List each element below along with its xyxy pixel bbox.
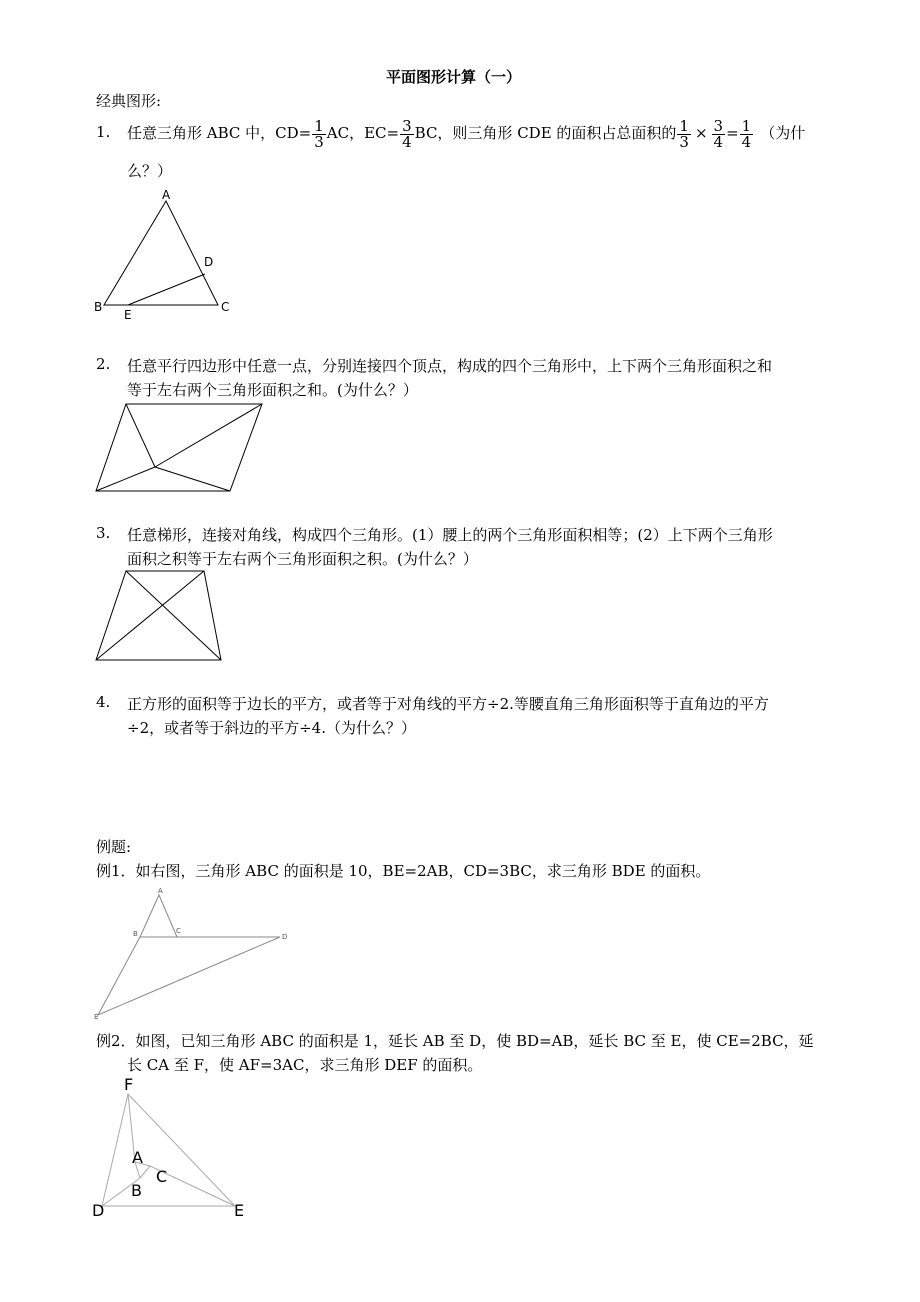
trapezoid [96,571,221,660]
vertex-label-a: A [132,1148,143,1167]
page-title: 平面图形计算（一） [386,68,522,86]
item-1-text-a: 任意三角形 ABC 中，CD= [127,124,312,142]
example-1-text: 例1．如右图，三角形 ABC 的面积是 10，BE=2AB，CD=3BC，求三角形 BDE 的面积。 [96,862,711,880]
item-3-line-2: 面积之积等于左右两个三角形面积之积。(为什么？） [127,550,478,568]
vertex-label-a: A [162,188,171,202]
item-2-line-2: 等于左右两个三角形面积之和。(为什么？） [127,381,418,399]
vertex-label-b: B [133,930,138,938]
diagonals [96,571,221,660]
vertex-label-f: F [124,1075,134,1094]
example-1-figure [92,885,302,1025]
example-2-figure [90,1072,260,1222]
parallelogram [96,404,262,491]
vertex-label-c: C [156,1167,168,1186]
example-2-line-1: 例2．如图，已知三角形 ABC 的面积是 1，延长 AB 至 D，使 BD=AB，延长 BC 至 E，使 CE=2BC，延 [96,1032,814,1050]
triangle-def [102,1094,235,1206]
item-1-text-e: 么？） [127,162,173,180]
vertex-label-e: E [124,308,132,322]
triangle-abc [140,895,177,937]
vertex-label-b: B [94,300,103,314]
fraction: $\frac{3}{4}$ [713,116,724,151]
times-sign: × [694,124,708,142]
item-number: 2. [96,355,111,373]
fraction: $\frac{1}{4}$ [741,116,752,151]
vertex-label-d: D [92,1201,105,1220]
equals-sign: = [726,124,739,142]
item-number: 3. [96,524,111,542]
example-2-line-2: 长 CA 至 F，使 AF=3AC，求三角形 DEF 的面积。 [127,1056,483,1074]
item-1-text-d: （为什 [760,124,806,142]
fraction: $\frac{1}{3}$ [314,116,324,151]
vertex-label-c: C [176,927,181,935]
section-heading-examples: 例题: [96,838,132,856]
triangle-abc [104,201,218,305]
triangle-bde [98,937,280,1015]
vertex-label-a: A [158,887,163,895]
vertex-label-e: E [234,1201,245,1220]
vertex-label-d: D [282,933,288,941]
item-3-line-1: 任意梯形，连接对角线，构成四个三角形。(1）腰上的两个三角形面积相等；(2）上下两个三角形 [127,526,773,544]
item-4-line-1: 正方形的面积等于边长的平方，或者等于对角线的平方÷2.等腰直角三角形面积等于直角边的平方 [127,695,769,713]
item-number: 1. [96,123,111,141]
trapezoid-figure [90,566,230,666]
item-4-line-2: ÷2，或者等于斜边的平方÷4.（为什么？） [127,719,416,737]
vertex-label-e: E [94,1013,99,1021]
vertex-label-b: B [131,1181,142,1200]
inner-segments [102,1094,235,1206]
item-1-text-c: BC，则三角形 CDE 的面积占总面积的 [414,124,677,142]
vertex-label-c: C [221,300,230,314]
fraction: $\frac{3}{4}$ [402,116,412,151]
fraction: $\frac{1}{3}$ [679,116,689,151]
segment-ed [128,274,205,305]
item-1-text-b: AC，EC= [326,124,400,142]
parallelogram-figure [90,398,270,498]
vertex-label-d: D [204,255,214,269]
item-1-statement [127,114,805,152]
section-heading-classic: 经典图形: [96,92,162,110]
item-2-line-1: 任意平行四边形中任意一点，分别连接四个顶点，构成的四个三角形中，上下两个三角形面积之和 [127,357,773,375]
triangle-figure-1 [90,185,240,325]
item-number: 4. [96,693,111,711]
connecting-lines [96,404,262,491]
